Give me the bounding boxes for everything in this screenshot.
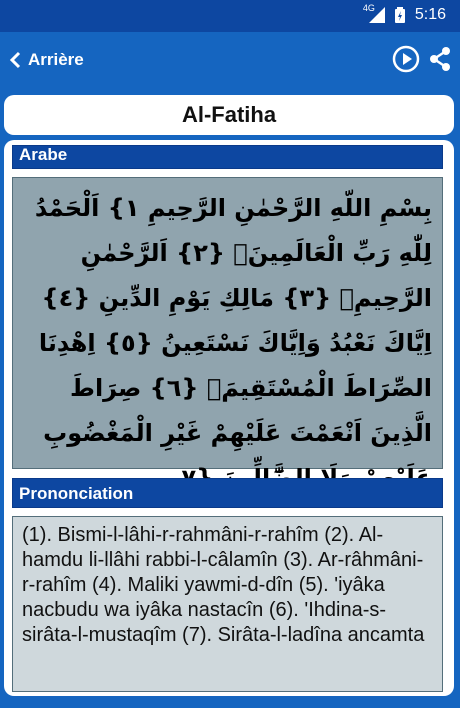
signal-icon xyxy=(362,3,385,23)
arabic-text: بِسْمِ اللّهِ الرَّحْمٰنِ الرَّحِيمِ ١} اَلْحَمْدُ لِلّٰهِ رَبِّ الْعَالَمِينَۙ {٢} اَلرَّحْمٰنِ الرَّحِيمِۙ {٣} مَالِكِ يَوْمِ الدِّينِ {٤} اِيَّاكَ نَعْبُدُ وَاِيَّاكَ نَسْتَعِينُ {٥} اِهْدِنَا الصِّرَاطَ الْمُسْتَقِيمَۙ {٦} صِرَاطَ الَّذِينَ اَنْعَمْتَ عَلَيْهِمْ غَيْرِ الْمَغْضُوبِ xyxy=(12,177,443,469)
arabic-section-heading: Arabe xyxy=(12,145,443,169)
back-button[interactable] xyxy=(8,44,84,76)
status-bar xyxy=(0,0,460,32)
app-bar xyxy=(0,32,460,88)
back-label: Arrière xyxy=(28,50,84,69)
chevron-left-icon xyxy=(8,51,22,69)
surah-title: Al-Fatiha xyxy=(181,102,277,127)
clock: 5:16 xyxy=(414,6,446,23)
play-icon[interactable] xyxy=(392,45,420,73)
status-icons xyxy=(362,3,446,24)
surah-title-card xyxy=(4,95,454,135)
battery-icon xyxy=(395,7,405,23)
pronunciation-text: (1). Bismi-l-lâhi-r-rahmâni-r-rahîm (2). Al-hamdu li-llâhi rabbi-l-câlamîn (3). Ar-râhmâni-r-rahîm (4). Maliki yawmi-d-dîn (5). 'iyâka nacbudu wa iyâka nastacîn (6). 'Ihdina-s-sirâta-l-mustaqîm (7). Sirâta-l-ladîna ancamta xyxy=(12,516,443,692)
share-icon[interactable] xyxy=(428,46,452,72)
pronunciation-section-heading: Prononciation xyxy=(12,478,443,508)
network-type: 4G xyxy=(362,3,375,13)
